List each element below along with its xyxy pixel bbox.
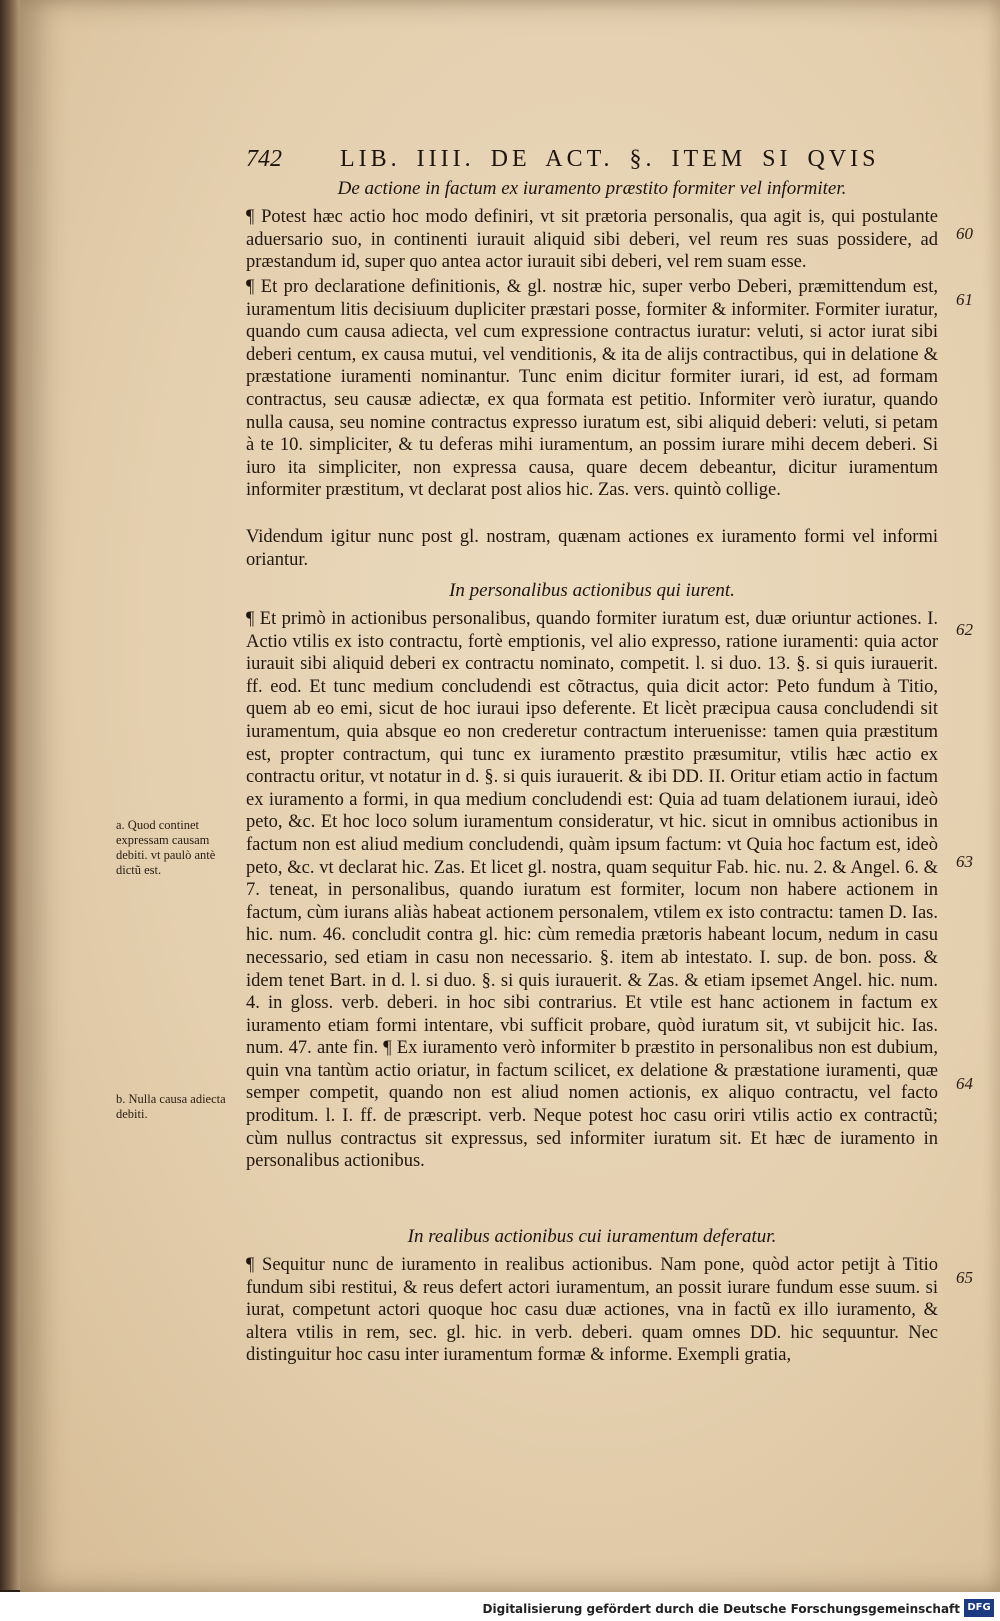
- funding-credit: Digitalisierung gefördert durch die Deutsche Forschungsgemeinschaft: [482, 1602, 960, 1616]
- paragraph: ¶ Sequitur nunc de iuramento in realibus actionibus. Nam pone, quòd actor petijt à Titio fundum sibi restitui, & reus defert actori iuramentum, an possit iurare fundum esse suum. si iurat, competunt actori quoque hoc casu duæ actiones, vna in factũ ex illo iuramento, & altera vtilis in rem, sec. gl. hic. in verb. deberi. quam omnes DD. hic sequuntur. Nec distinguitur hoc casu inter iuramentum formæ & informe. Exempli gratia,: [246, 1255, 938, 1366]
- margin-number: 61: [956, 290, 973, 309]
- dfg-logo: DFG: [964, 1599, 994, 1617]
- paragraph: ¶ Et primò in actionibus personalibus, quando formiter iuratum est, duæ oriuntur actiones. I. Actio vtilis ex isto contractu, fortè emptionis, vel alio expresso, ratione iuramenti: quia actor iurauit sibi aliquid deberi ex contractu nominato, competit. l. si duo. 13. §. si quis iurauerit. ff. eod. Et tunc medium concludendi est cõtractus, quia dicit actor: Peto fundum à Titio, quem ab eo emi, sicut de hoc iuraui ipso deferente. Et licèt præcipua causa concludendi sit iuramentum, quia absque eo non crederetur contractum interuenisse: tamen quia præstitum est, propter contractum, qui tunc ex iuramento præstito præsumitur, vtilis hæc actio ex contractu oritur, vt notatur in d. §. si quis iurauerit. & ibi DD. II. Oritur etiam actio in factum ex iuramento a formi, in qua medium concludendi est: Quia ad tuam delationem iuraui, ideò peto, &c. Et hoc loco solum iuramentum consideratur, vt hic. sicut in omnibus actionibus in factum non est aliud medium concludendi, quàm ipsum factum: vt Quia hoc factum est, ideò peto, &c. vt declarat hic. Zas. Et licet gl. nostra, quam sequitur Fab. hic. nu. 2. & Angel. 6. & 7. teneat, in personalibus, quando iuratum est formiter, locum non habere actionem in factum, cùm iurans aliàs habeat actionem personalem, vtilem ex isto contractu: tamen D. Ias. hic. num. 46. concludit contra gl. hic: cùm remedia prætoris habeant locum, nedum in casu necessario, sed etiam in casu non necessario. §. item ab intestato. I. sup. de bon. poss. & idem tenet Bart. in d. l. si duo. §. si quis iurauerit. & Zas. & etiam ipsemet Angel. hic. num. 4. in gloss. verb. deberi. in hoc sibi contrarius. Et vtile est hanc actionem in factum ex iuramento etiam formi intentare, vbi sufficit probare, quòd iuratum sit, vt subijcit hic. Ias. num. 47. ante fin. ¶ Ex iuramento verò informiter b præstito in personalibus non est dubium, quin vna tantùm actio oriatur, in factum scilicet, ex delatione & præstatione iuramenti, quæ semper competit, quando non est aliud nomen actionis, ex aliquo contractu, vel facto proditum. l. I. ff. de præscript. verb. Neque potest hoc casu oriri vtilis actio ex contractũ; cùm nullus contractus sit expressus, sed informiter iuratum sit. Et hæc de iuramento in personalibus actionibus.: [246, 609, 938, 1172]
- paragraph: Videndum igitur nunc post gl. nostram, quænam actiones ex iuramento formi vel informi oriantur.: [246, 527, 938, 570]
- section-title: De actione in factum ex iuramento præstito formiter vel informiter.: [337, 178, 847, 199]
- section-title: In personalibus actionibus qui iurent.: [449, 580, 735, 601]
- margin-number: 62: [956, 620, 973, 639]
- margin-number: 63: [956, 852, 973, 871]
- margin-number: 64: [956, 1074, 973, 1093]
- page-header: [246, 146, 940, 173]
- margin-number: 65: [956, 1268, 973, 1287]
- side-note: b. Nulla causa adiecta debiti.: [116, 1092, 226, 1121]
- folio-number: 742: [246, 146, 282, 172]
- running-head: LIB. IIII. DE ACT. §. ITEM SI QVIS: [340, 146, 880, 172]
- section-title: In realibus actionibus cui iuramentum deferatur.: [407, 1226, 777, 1247]
- margin-number: 60: [956, 224, 973, 243]
- paragraph: ¶ Potest hæc actio hoc modo definiri, vt sit prætoria personalis, qua agit is, qui postulante aduersario suo, in continenti iurauit aliquid sibi deberi, vel reum res suas possidere, ad præstandum id, super quo antea actor iurauit sibi deberi, vel rem suam esse.: [246, 207, 938, 273]
- footer-bar: [0, 1592, 1000, 1621]
- side-note: a. Quod continet expressam causam debiti. vt paulò antè dictũ est.: [116, 818, 216, 877]
- paragraph: ¶ Et pro declaratione definitionis, & gl. nostræ hic, super verbo Deberi, præmittendum est, iuramentum litis decisiuum dupliciter præstari posse, formiter & informiter. Formiter iuratur, quando cum causa adiecta, vel cum expressione contractus iuratur: veluti, si actor iurat sibi deberi centum, ex causa mutui, vel venditionis, & ita de alijs contractibus, qui in delatione & præstatione iuramenti nominantur. Tunc enim dicitur formiter iurari, id est, ad formam contractus, seu causæ adiectæ, ex qua formata est petitio. Informiter verò iuratur, quando nulla causa, seu nomine contractus expresso iuratum est, sibi aliquid deberi: veluti, si petam à te 10. simpliciter, & tu deferas mihi iuramentum, an possim iurare mihi decem deberi. Si iuro ita simpliciter, non expressa causa, quare decem debeantur, dicitur iuramentum informiter præstitum, vt declarat post alios hic. Zas. vers. quintò collige.: [246, 277, 938, 501]
